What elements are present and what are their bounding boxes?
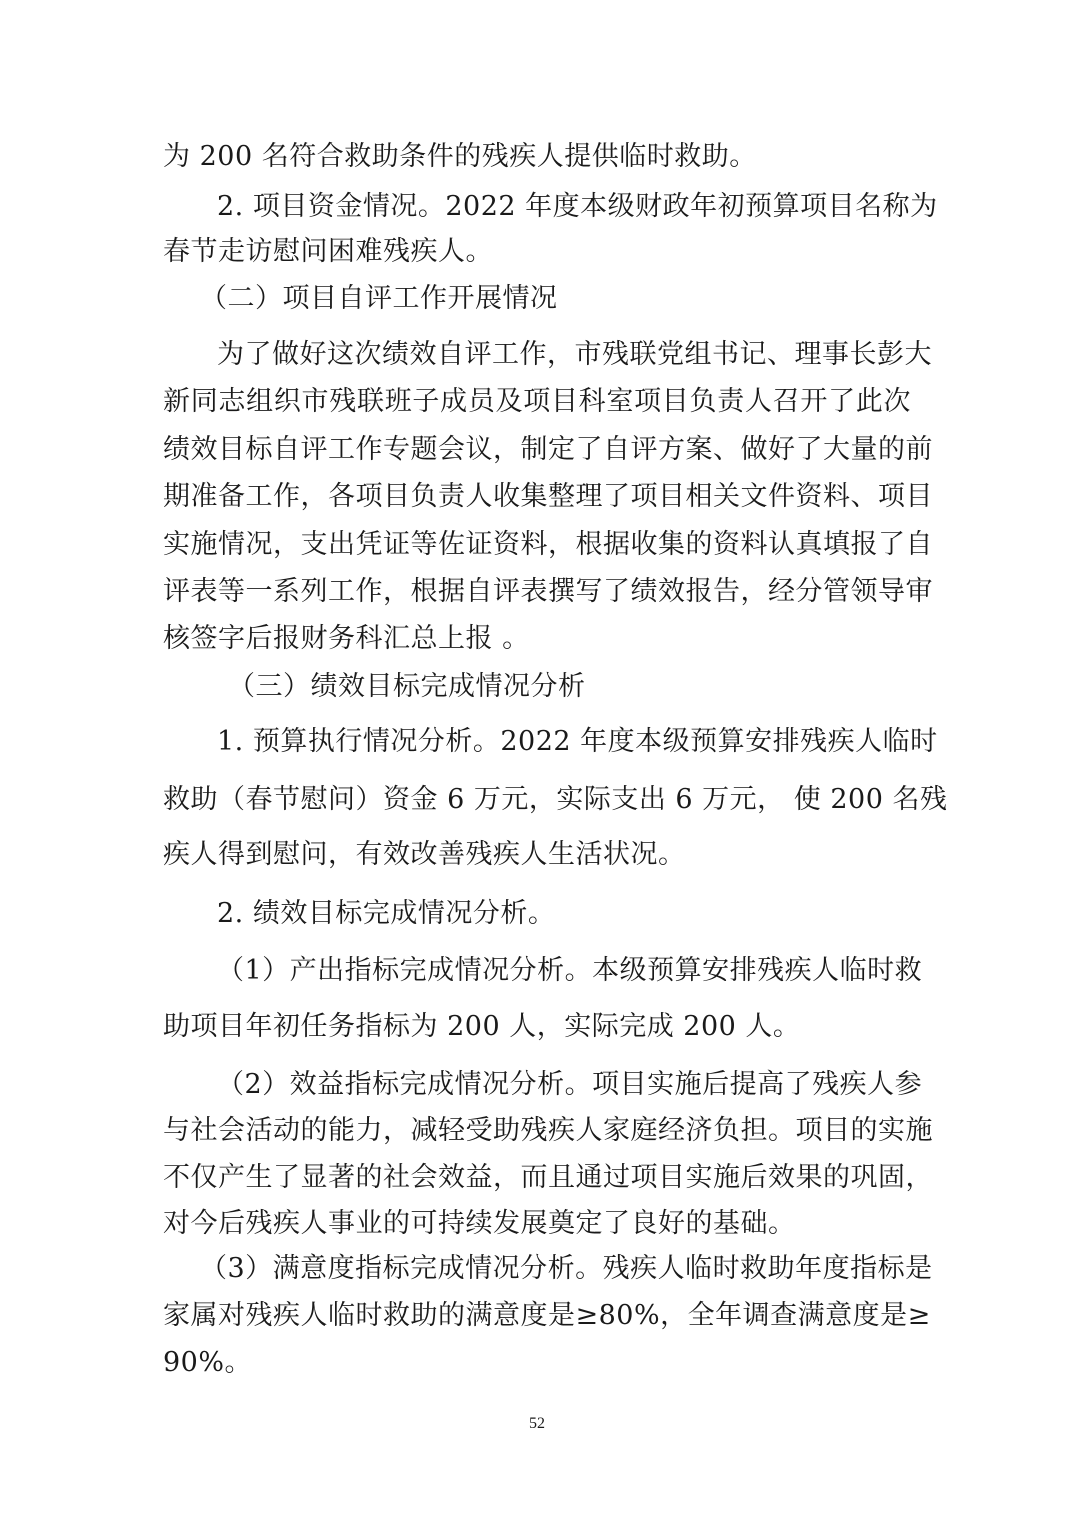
text-line: 助项目年初任务指标为 200 人，实际完成 200 人。 bbox=[163, 1011, 801, 1042]
text-line: （2）效益指标完成情况分析。项目实施后提高了残疾人参 bbox=[217, 1069, 923, 1100]
text-line: （1）产出指标完成情况分析。本级预算安排残疾人临时救 bbox=[217, 955, 923, 986]
text-line: 救助（春节慰问）资金 6 万元，实际支出 6 万元， 使 200 名残 bbox=[163, 784, 948, 815]
text-line: 绩效目标自评工作专题会议，制定了自评方案、做好了大量的前 bbox=[163, 434, 933, 465]
text-line: （3）满意度指标完成情况分析。残疾人临时救助年度指标是 bbox=[200, 1253, 933, 1284]
text-line: 2. 绩效目标完成情况分析。 bbox=[217, 898, 556, 929]
section-heading: （二）项目自评工作开展情况 bbox=[200, 283, 558, 314]
page-number: 52 bbox=[529, 1415, 545, 1432]
text-line: 为 200 名符合救助条件的残疾人提供临时救助。 bbox=[163, 141, 757, 172]
text-line: 春节走访慰问困难残疾人。 bbox=[163, 236, 493, 267]
text-line: 不仅产生了显著的社会效益，而且通过项目实施后效果的巩固， bbox=[163, 1162, 933, 1193]
text-line: 评表等一系列工作，根据自评表撰写了绩效报告，经分管领导审 bbox=[163, 576, 933, 607]
text-line: 核签字后报财务科汇总上报 。 bbox=[163, 623, 530, 654]
text-line: 为了做好这次绩效自评工作，市残联党组书记、理事长彭大 bbox=[217, 339, 932, 370]
text-line: 2. 项目资金情况。2022 年度本级财政年初预算项目名称为 bbox=[217, 191, 938, 222]
text-line: 与社会活动的能力，减轻受助残疾人家庭经济负担。项目的实施 bbox=[163, 1115, 933, 1146]
text-line: 实施情况，支出凭证等佐证资料，根据收集的资料认真填报了自 bbox=[163, 529, 933, 560]
text-line: 疾人得到慰问，有效改善残疾人生活状况。 bbox=[163, 839, 686, 870]
text-line: 90%。 bbox=[163, 1347, 253, 1378]
text-line: 家属对残疾人临时救助的满意度是≥80%，全年调查满意度是≥ bbox=[163, 1300, 931, 1331]
text-line: 新同志组织市残联班子成员及项目科室项目负责人召开了此次 bbox=[163, 386, 911, 417]
text-line: 期准备工作，各项目负责人收集整理了项目相关文件资料、项目 bbox=[163, 481, 933, 512]
section-heading: （三）绩效目标完成情况分析 bbox=[228, 671, 586, 702]
text-line: 1. 预算执行情况分析。2022 年度本级预算安排残疾人临时 bbox=[217, 726, 938, 757]
text-line: 对今后残疾人事业的可持续发展奠定了良好的基础。 bbox=[163, 1208, 796, 1239]
